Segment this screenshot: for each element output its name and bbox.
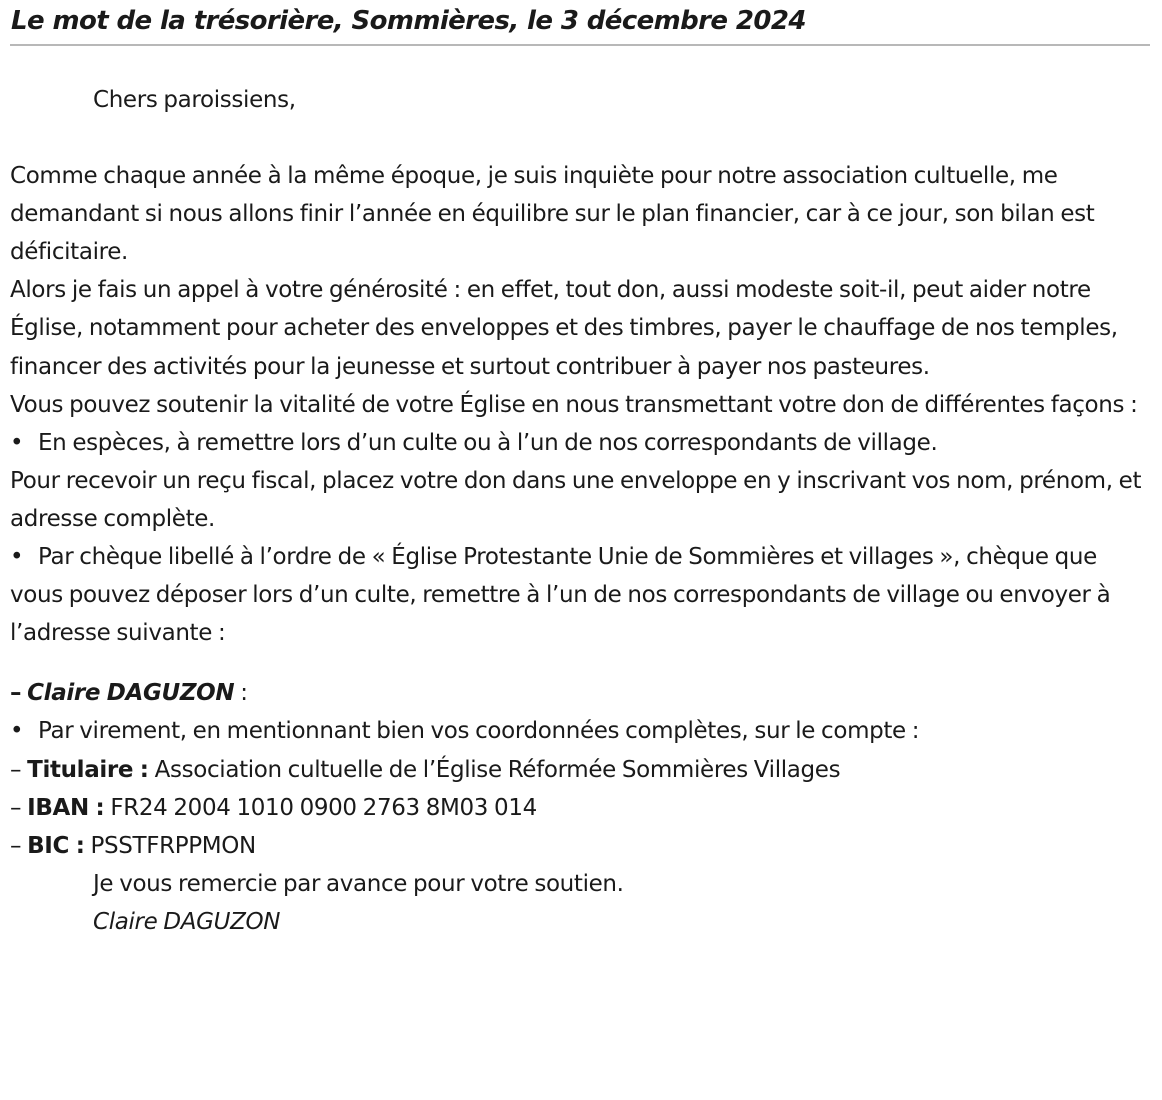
blank-line <box>10 119 1152 157</box>
bullet-transfer-text: Par virement, en mentionnant bien vos coordonnées complètes, sur le compte : <box>38 718 920 745</box>
bullet-cheque-text: Par chèque libellé à l’ordre de « Église Protestante Unie de Sommières et villages », chèque que vous pouvez déposer lors d’un culte, remettre à l’un de nos correspondants de village ou envoyer à l’adresse suivante : <box>10 544 1111 647</box>
letter-page <box>10 0 1152 941</box>
bank-dash: – <box>10 756 22 783</box>
closing-line: Je vous remercie par avance pour votre soutien. <box>93 870 624 897</box>
bank-holder-value: Association cultuelle de l’Église Réformée Sommières Villages <box>148 756 841 783</box>
bank-iban-value: FR24 2004 1010 0900 2763 8M03 014 <box>104 794 537 821</box>
bullet-cheque <box>10 538 1152 652</box>
paragraph-ways: Vous pouvez soutenir la vitalité de votre Église en nous transmettant votre don de différentes façons : <box>10 391 1138 418</box>
address-name: Claire DAGUZON <box>27 680 235 707</box>
bank-bic-line <box>10 827 1152 865</box>
bullet-cash <box>10 424 1152 462</box>
title-divider <box>10 44 1150 46</box>
letter-paragraphs <box>10 157 1152 941</box>
bank-bic-value: PSSTFRPPMON <box>84 832 256 859</box>
bank-iban-line <box>10 789 1152 827</box>
bank-dash: – <box>10 832 22 859</box>
bullet-icon: • <box>10 718 24 745</box>
bank-holder-line <box>10 751 1152 789</box>
bank-iban-label: IBAN : <box>27 794 105 821</box>
cash-receipt-note: Pour recevoir un reçu fiscal, placez votre don dans une enveloppe en y inscrivant vos nom, prénom, et adresse complète. <box>10 467 1142 532</box>
bullet-cash-text: En espèces, à remettre lors d’un culte ou à l’un de nos correspondants de village. <box>38 429 938 456</box>
bullet-icon: • <box>10 429 24 456</box>
paragraph-concern: Comme chaque année à la même époque, je suis inquiète pour notre association cultuelle, me demandant si nous allons finir l’année en équilibre sur le plan financier, car à ce jour, son bilan est déficitaire. <box>10 163 1095 266</box>
letter-body <box>10 81 1152 941</box>
salutation: Chers paroissiens, <box>93 87 296 113</box>
address-dash: – <box>10 680 22 707</box>
bullet-transfer <box>10 712 1152 750</box>
address-colon: : <box>234 680 248 707</box>
signature: Claire DAGUZON <box>93 908 281 935</box>
bank-bic-label: BIC : <box>27 832 85 859</box>
address-line <box>10 674 1152 712</box>
page-title: Le mot de la trésorière, Sommières, le 3 décembre 2024 <box>11 6 806 36</box>
bank-dash: – <box>10 794 22 821</box>
bank-holder-label: Titulaire : <box>27 756 149 783</box>
bullet-icon: • <box>10 544 24 571</box>
paragraph-appeal: Alors je fais un appel à votre générosité : en effet, tout don, aussi modeste soit-il, peut aider notre Église, notamment pour acheter des enveloppes et des timbres, payer le chauffage de nos temples, financer des activités pour la jeunesse et surtout contribuer à payer nos pasteures. <box>10 277 1118 380</box>
blank-line <box>10 652 1152 674</box>
